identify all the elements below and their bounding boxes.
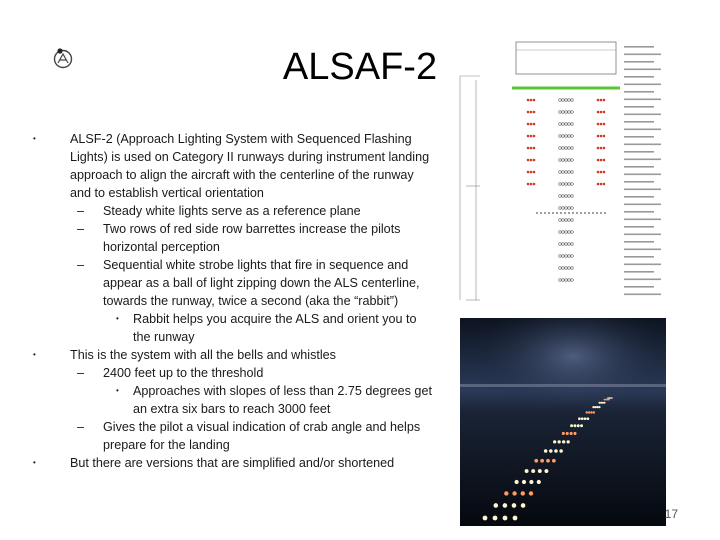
centerline-light <box>568 159 571 162</box>
red-side-barrette <box>533 99 536 102</box>
centerline-light <box>559 99 562 102</box>
red-side-barrette <box>527 159 530 162</box>
centerline-light <box>565 183 568 186</box>
centerline-light <box>562 219 565 222</box>
approach-light <box>592 406 594 408</box>
centerline-light <box>559 171 562 174</box>
red-side-barrette <box>533 123 536 126</box>
approach-light <box>552 459 556 463</box>
centerline-light <box>559 147 562 150</box>
bullet-text: Sequential white strobe lights that fire in sequence and appear as a ball of light zipping down the ALS centerline, towards the runway, twice a second (aka the “rabbit”) <box>103 258 420 308</box>
red-side-barrette <box>527 147 530 150</box>
bullet-text: Gives the pilot a visual indication of crab angle and helps prepare for the landing <box>103 420 421 452</box>
centerline-light <box>568 219 571 222</box>
legend-note-line <box>624 174 661 176</box>
red-side-barrette <box>533 147 536 150</box>
centerline-light <box>559 219 562 222</box>
centerline-light <box>568 207 571 210</box>
centerline-light <box>568 147 571 150</box>
centerline-light <box>571 171 574 174</box>
red-side-barrette <box>530 183 533 186</box>
approach-light <box>573 432 576 435</box>
centerline-light <box>571 231 574 234</box>
centerline-light <box>559 207 562 210</box>
centerline-light <box>559 111 562 114</box>
bullet-item <box>30 202 435 220</box>
centerline-light <box>562 147 565 150</box>
legend-note-line <box>624 91 654 93</box>
centerline-light <box>559 243 562 246</box>
centerline-light <box>565 279 568 282</box>
red-side-barrette <box>527 183 530 186</box>
bullet-text: ALSF-2 (Approach Lighting System with Sequenced Flashing Lights) is used on Category II runways during instrument landing approach to align the aircraft with the centerline of the runway and to establish vertical orientation <box>70 132 430 200</box>
approach-light <box>570 432 573 435</box>
centerline-light <box>565 207 568 210</box>
legend-note-line <box>624 136 654 138</box>
legend-note-line <box>624 219 661 221</box>
centerline-light <box>565 267 568 270</box>
legend-note-line <box>624 106 654 108</box>
centerline-light <box>559 231 562 234</box>
centerline-light <box>568 99 571 102</box>
approach-light <box>611 397 613 399</box>
centerline-light <box>562 183 565 186</box>
centerline-light <box>571 111 574 114</box>
bullet-marker: – <box>77 222 85 236</box>
centerline-light <box>571 159 574 162</box>
approach-light <box>588 411 590 413</box>
centerline-light <box>562 231 565 234</box>
centerline-light <box>568 123 571 126</box>
centerline-light <box>571 147 574 150</box>
red-side-barrette <box>530 147 533 150</box>
approach-light <box>521 503 526 508</box>
red-side-barrette <box>597 123 600 126</box>
approach-light <box>537 480 541 484</box>
approach-light <box>504 491 508 495</box>
legend-note-line <box>624 189 661 191</box>
red-side-barrette <box>533 111 536 114</box>
centerline-light <box>565 231 568 234</box>
legend-note-line <box>624 196 654 198</box>
approach-light <box>522 480 526 484</box>
approach-light <box>559 449 563 453</box>
centerline-light <box>562 135 565 138</box>
bullet-marker: • <box>33 350 36 359</box>
red-side-barrette <box>597 159 600 162</box>
approach-light <box>567 440 570 443</box>
approach-light <box>566 432 569 435</box>
approach-light <box>540 459 544 463</box>
approach-light <box>483 516 488 521</box>
centerline-light <box>562 111 565 114</box>
centerline-light <box>565 135 568 138</box>
red-side-barrette <box>600 159 603 162</box>
agency-emblem-icon <box>52 46 74 70</box>
red-side-barrette <box>600 171 603 174</box>
legend-note-line <box>624 241 654 243</box>
approach-light <box>553 440 556 443</box>
approach-light <box>521 491 525 495</box>
centerline-light <box>568 135 571 138</box>
centerline-light <box>565 195 568 198</box>
red-side-barrette <box>530 135 533 138</box>
legend-note-line <box>624 204 661 206</box>
red-side-barrette <box>600 147 603 150</box>
red-side-barrette <box>597 99 600 102</box>
approach-light <box>538 469 542 473</box>
approach-light <box>594 406 596 408</box>
red-side-barrette <box>603 111 606 114</box>
centerline-light <box>562 279 565 282</box>
centerline-light <box>565 147 568 150</box>
red-side-barrette <box>603 99 606 102</box>
centerline-light <box>559 135 562 138</box>
centerline-light <box>562 171 565 174</box>
approach-light <box>531 469 535 473</box>
red-side-barrette <box>530 123 533 126</box>
centerline-light <box>568 267 571 270</box>
red-side-barrette <box>603 171 606 174</box>
approach-light <box>608 399 610 401</box>
approach-light <box>529 480 533 484</box>
bullet-item <box>30 418 435 454</box>
bullet-item <box>30 382 435 418</box>
centerline-light <box>571 123 574 126</box>
legend-note-line <box>624 46 654 48</box>
approach-light <box>562 440 565 443</box>
red-side-barrette <box>603 159 606 162</box>
red-side-barrette <box>600 183 603 186</box>
bullet-marker: • <box>116 314 119 323</box>
centerline-light <box>559 195 562 198</box>
legend-note-line <box>624 279 661 281</box>
approach-light <box>534 459 538 463</box>
bullet-item <box>30 220 435 256</box>
bullet-item <box>30 310 435 346</box>
legend-note-line <box>624 121 654 123</box>
centerline-light <box>568 171 571 174</box>
approach-light <box>512 503 517 508</box>
centerline-light <box>565 219 568 222</box>
bullet-marker: • <box>116 386 119 395</box>
red-side-barrette <box>603 147 606 150</box>
bullet-item <box>30 364 435 382</box>
red-side-barrette <box>597 183 600 186</box>
red-side-barrette <box>600 99 603 102</box>
centerline-light <box>559 267 562 270</box>
centerline-light <box>568 231 571 234</box>
legend-note-line <box>624 166 654 168</box>
approach-light <box>590 411 592 413</box>
legend-note-line <box>624 114 661 116</box>
approach-light <box>587 417 590 420</box>
approach-light <box>493 516 498 521</box>
red-side-barrette <box>600 123 603 126</box>
centerline-light <box>565 171 568 174</box>
centerline-light <box>568 243 571 246</box>
red-side-barrette <box>527 99 530 102</box>
centerline-light <box>571 135 574 138</box>
bullet-text: 2400 feet up to the threshold <box>103 366 264 380</box>
bullet-text: Approaches with slopes of less than 2.75 degrees get an extra six bars to reach 3000 feet <box>133 384 432 416</box>
centerline-light <box>571 279 574 282</box>
legend-note-line <box>624 286 654 288</box>
red-side-barrette <box>527 135 530 138</box>
legend-note-line <box>624 234 661 236</box>
centerline-light <box>565 255 568 258</box>
centerline-light <box>559 123 562 126</box>
centerline-light <box>559 183 562 186</box>
centerline-light <box>571 255 574 258</box>
bullet-marker: – <box>77 366 85 380</box>
approach-light <box>554 449 558 453</box>
approach-light <box>544 469 548 473</box>
legend-note-line <box>624 159 661 161</box>
bullet-text: Two rows of red side row barrettes increase the pilots horizontal perception <box>103 222 401 254</box>
runway-approach-photo <box>460 318 666 526</box>
approach-light <box>525 469 529 473</box>
centerline-light <box>559 159 562 162</box>
legend-note-line <box>624 264 661 266</box>
centerline-light <box>562 267 565 270</box>
centerline-light <box>571 183 574 186</box>
centerline-light <box>562 159 565 162</box>
red-side-barrette <box>527 171 530 174</box>
centerline-light <box>562 99 565 102</box>
legend-note-line <box>624 61 654 63</box>
centerline-light <box>571 243 574 246</box>
approach-light <box>558 440 561 443</box>
centerline-light <box>565 243 568 246</box>
bullet-item <box>30 130 435 202</box>
bullet-item <box>30 346 435 364</box>
legend-note-line <box>624 256 654 258</box>
bullet-marker: • <box>33 134 36 143</box>
red-side-barrette <box>597 135 600 138</box>
approach-light <box>503 516 508 521</box>
centerline-light <box>571 99 574 102</box>
bullet-marker: – <box>77 204 85 218</box>
approach-light <box>513 516 518 521</box>
centerline-light <box>565 99 568 102</box>
red-side-barrette <box>527 123 530 126</box>
alsf2-layout-diagram <box>456 40 668 314</box>
centerline-light <box>568 183 571 186</box>
centerline-light <box>568 111 571 114</box>
approach-light <box>562 432 565 435</box>
red-side-barrette <box>530 111 533 114</box>
legend-note-line <box>624 249 661 251</box>
approach-light <box>503 503 508 508</box>
centerline-light <box>571 267 574 270</box>
approach-light <box>585 411 587 413</box>
centerline-light <box>568 279 571 282</box>
legend-note-line <box>624 271 654 273</box>
legend-note-line <box>624 211 654 213</box>
bullet-text: Steady white lights serve as a reference plane <box>103 204 361 218</box>
red-side-barrette <box>603 123 606 126</box>
centerline-light <box>565 123 568 126</box>
centerline-light <box>562 123 565 126</box>
bullet-list <box>30 130 435 472</box>
slide-title: ALSAF-2 <box>282 46 438 88</box>
legend-note-line <box>624 144 661 146</box>
red-side-barrette <box>603 183 606 186</box>
centerline-light <box>562 243 565 246</box>
centerline-light <box>571 195 574 198</box>
bullet-text: Rabbit helps you acquire the ALS and orient you to the runway <box>133 312 417 344</box>
approach-light <box>544 449 548 453</box>
bullet-marker: • <box>33 458 36 467</box>
bullet-text: But there are versions that are simplified and/or shortened <box>70 456 395 470</box>
bullet-marker: – <box>77 258 85 272</box>
bullet-marker: – <box>77 420 85 434</box>
legend-note-line <box>624 69 661 71</box>
approach-light <box>577 424 580 427</box>
bullet-text: This is the system with all the bells and whistles <box>70 348 336 362</box>
approach-light <box>584 417 587 420</box>
approach-light <box>596 406 598 408</box>
approach-light <box>570 424 573 427</box>
centerline-light <box>571 207 574 210</box>
legend-note-line <box>624 54 661 56</box>
approach-light <box>512 491 516 495</box>
centerline-light <box>562 207 565 210</box>
red-side-barrette <box>530 171 533 174</box>
red-side-barrette <box>533 135 536 138</box>
red-side-barrette <box>533 171 536 174</box>
red-side-barrette <box>533 183 536 186</box>
bullet-item <box>30 256 435 310</box>
red-side-barrette <box>597 147 600 150</box>
page-number: 17 <box>664 507 678 521</box>
red-side-barrette <box>600 135 603 138</box>
centerline-light <box>559 279 562 282</box>
red-side-barrette <box>597 171 600 174</box>
centerline-light <box>568 195 571 198</box>
approach-light <box>603 402 605 404</box>
bullet-item <box>30 454 435 472</box>
approach-light <box>580 424 583 427</box>
legend-note-line <box>624 151 654 153</box>
red-side-barrette <box>600 111 603 114</box>
approach-light <box>578 417 581 420</box>
centerline-light <box>565 111 568 114</box>
legend-note-line <box>624 226 654 228</box>
centerline-light <box>562 255 565 258</box>
legend-note-line <box>624 99 661 101</box>
approach-light <box>494 503 499 508</box>
legend-note-line <box>624 129 661 131</box>
legend-note-line <box>624 76 654 78</box>
centerline-light <box>568 255 571 258</box>
red-side-barrette <box>530 159 533 162</box>
approach-light <box>573 424 576 427</box>
approach-light <box>549 449 553 453</box>
approach-light <box>593 411 595 413</box>
red-side-barrette <box>533 159 536 162</box>
legend-note-line <box>624 294 661 296</box>
approach-light <box>515 480 519 484</box>
approach-light <box>529 491 533 495</box>
centerline-light <box>559 255 562 258</box>
centerline-light <box>571 219 574 222</box>
centerline-light <box>565 159 568 162</box>
legend-note-line <box>624 181 654 183</box>
red-side-barrette <box>530 99 533 102</box>
legend-note-line <box>624 84 661 86</box>
approach-light <box>598 406 600 408</box>
approach-light <box>546 459 550 463</box>
approach-light <box>581 417 584 420</box>
centerline-light <box>562 195 565 198</box>
red-side-barrette <box>527 111 530 114</box>
red-side-barrette <box>603 135 606 138</box>
red-side-barrette <box>597 111 600 114</box>
